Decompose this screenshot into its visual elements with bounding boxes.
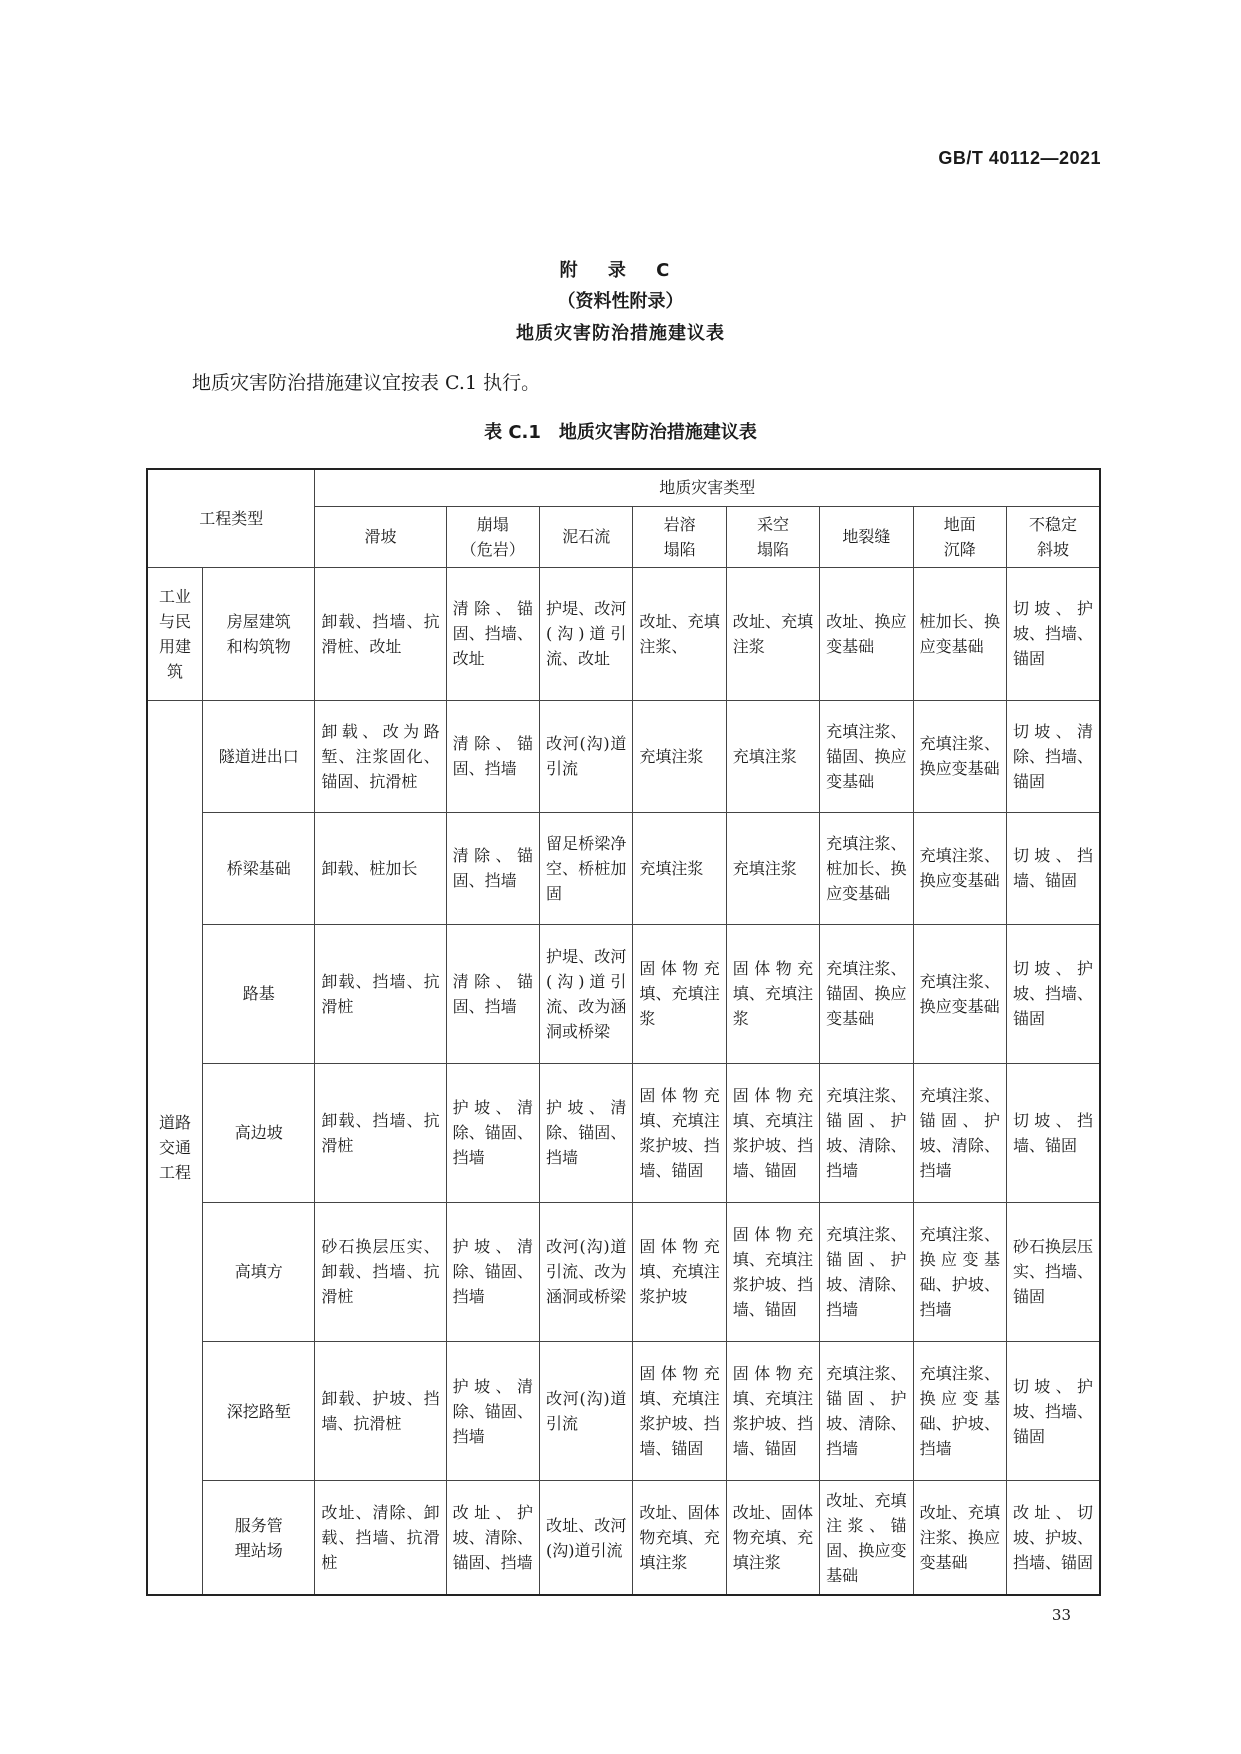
measure-cell <box>820 568 913 700</box>
page-number: 33 <box>1051 1606 1071 1624</box>
measure-cell-text: 卸载、改为路堑、注浆固化、锚固、抗滑桩 <box>321 721 440 791</box>
standard-code: GB/T 40112—2021 <box>938 148 1101 168</box>
measure-cell <box>913 700 1006 812</box>
measure-cell <box>315 924 446 1063</box>
appendix-name: 地质灾害防治措施建议表 <box>516 323 725 344</box>
measure-cell-text: 卸载、挡墙、抗滑桩 <box>321 971 440 1016</box>
engineering-type-cell-text: 深挖路堑 <box>226 1401 291 1421</box>
hazard-column-header <box>820 506 913 568</box>
measure-cell-text: 固体物充填、充填注浆 <box>732 959 814 1029</box>
measure-cell-text: 桩加长、换应变基础 <box>919 611 1000 656</box>
measure-cell-text: 卸载、护坡、挡墙、抗滑桩 <box>321 1389 440 1433</box>
measure-cell <box>1006 924 1100 1063</box>
measure-cell-text: 改址、充填注浆、 <box>639 611 720 656</box>
measures-table <box>146 468 1101 1596</box>
measure-cell-text: 改址、充填注浆、换应变基础 <box>919 1503 1000 1573</box>
measure-cell <box>633 1481 726 1595</box>
measure-cell-text: 切坡、清除、挡墙、锚固 <box>1012 721 1093 791</box>
measure-cell-text: 护坡、清除、锚固、挡墙 <box>452 1376 533 1446</box>
engineering-type-cell <box>203 924 315 1063</box>
measure-cell-text: 清除、锚固、挡墙 <box>452 846 533 891</box>
engineering-group-cell <box>147 568 203 700</box>
engineering-type-cell <box>203 700 315 812</box>
engineering-type-cell-text: 高填方 <box>234 1262 283 1282</box>
hazard-column-header <box>540 506 633 568</box>
measure-cell <box>726 700 819 812</box>
measure-cell <box>540 1202 633 1341</box>
measure-cell <box>820 924 913 1063</box>
measure-cell-text: 固体物充填、充填注浆护坡、挡墙、锚固 <box>732 1364 814 1458</box>
measure-cell <box>540 1481 633 1595</box>
measure-cell <box>446 568 539 700</box>
measure-cell <box>1006 700 1100 812</box>
measure-cell-text: 切坡、护坡、挡墙、锚固 <box>1012 959 1093 1029</box>
measure-cell-text: 充填注浆 <box>639 746 704 766</box>
measure-cell <box>1006 1202 1100 1341</box>
measure-cell <box>315 700 446 812</box>
measure-cell <box>726 924 819 1063</box>
engineering-type-cell-text: 路基 <box>242 984 275 1004</box>
measure-cell <box>446 812 539 924</box>
measure-cell-text: 充填注浆、换应变基础 <box>919 846 1000 891</box>
measure-cell <box>540 1341 633 1480</box>
hazard-column-header <box>1006 506 1100 568</box>
measure-cell-text: 充填注浆、锚固、换应变基础 <box>826 721 907 791</box>
measure-cell <box>820 700 913 812</box>
measure-cell-text: 充填注浆、换应变基础 <box>919 734 1000 779</box>
measure-cell-text: 护坡、清除、锚固、挡墙 <box>452 1237 533 1307</box>
measure-cell-text: 切坡、护坡、挡墙、锚固 <box>1012 1376 1093 1446</box>
measure-cell-text: 充填注浆 <box>732 746 797 766</box>
hazard-column-header <box>913 506 1006 568</box>
measure-cell-text: 清除、锚固、挡墙、改址 <box>452 599 533 669</box>
measure-cell-text: 改河(沟)道引流 <box>546 1389 627 1433</box>
measure-cell <box>315 1063 446 1202</box>
measure-cell <box>726 1063 819 1202</box>
measure-cell <box>820 1202 913 1341</box>
measure-cell-text: 卸载、挡墙、抗滑桩 <box>321 1110 440 1155</box>
corner-header <box>147 469 315 568</box>
measure-cell <box>446 700 539 812</box>
measure-cell-text: 充填注浆 <box>639 858 704 878</box>
engineering-type-cell <box>203 568 315 700</box>
measure-cell <box>315 568 446 700</box>
measure-cell-text: 改址、充填注浆 <box>732 611 814 656</box>
measure-cell-text: 改址、充填注浆、锚固、换应变基础 <box>826 1490 907 1585</box>
measure-cell-text: 砂石换层压实、挡墙、锚固 <box>1012 1237 1093 1307</box>
table-row <box>147 1063 1100 1202</box>
measure-cell <box>540 1063 633 1202</box>
measure-cell-text: 充填注浆、锚固、护坡、清除、挡墙 <box>919 1085 1000 1180</box>
measure-cell <box>446 1341 539 1480</box>
measure-cell <box>820 1481 913 1595</box>
measure-cell-text: 护堤、改河(沟)道引流、改址 <box>546 599 627 669</box>
header-row-group <box>147 469 1100 506</box>
measure-cell-text: 切坡、挡墙、锚固 <box>1012 1110 1093 1155</box>
hazard-group-header <box>315 469 1100 506</box>
measure-cell-text: 砂石换层压实、卸载、挡墙、抗滑桩 <box>321 1237 440 1307</box>
appendix-title: 附 录 C <box>559 260 682 281</box>
measure-cell-text: 充填注浆、锚固、护坡、清除、挡墙 <box>826 1224 907 1319</box>
measure-cell <box>540 700 633 812</box>
measure-cell-text: 改址、护坡、清除、锚固、挡墙 <box>452 1503 533 1573</box>
intro-paragraph: 地质灾害防治措施建议宜按表 C.1 执行。 <box>192 372 541 394</box>
engineering-type-cell <box>203 1202 315 1341</box>
measure-cell <box>315 1481 446 1595</box>
measure-cell-text: 固体物充填、充填注浆护坡 <box>639 1237 720 1307</box>
measure-cell-text: 改址、固体物充填、充填注浆 <box>639 1503 720 1573</box>
measure-cell-text: 改址、换应变基础 <box>826 611 907 656</box>
measure-cell-text: 充填注浆 <box>732 858 797 878</box>
corner-header-text: 工程类型 <box>199 509 264 529</box>
measure-cell-text: 充填注浆、换应变基础 <box>919 971 1000 1016</box>
engineering-type-cell-text: 房屋建筑 和构筑物 <box>226 611 291 656</box>
measure-cell <box>913 1063 1006 1202</box>
measure-cell <box>913 812 1006 924</box>
measure-cell-text: 切坡、挡墙、锚固 <box>1012 846 1093 891</box>
measure-cell-text: 卸载、桩加长 <box>321 858 418 878</box>
measure-cell-text: 卸载、挡墙、抗滑桩、改址 <box>321 611 440 656</box>
measure-cell-text: 改河(沟)道引流 <box>546 734 627 779</box>
measure-cell-text: 充填注浆、锚固、护坡、清除、挡墙 <box>826 1085 907 1180</box>
measure-cell-text: 清除、锚固、挡墙 <box>452 734 533 779</box>
measure-cell <box>913 1341 1006 1480</box>
measure-cell <box>1006 568 1100 700</box>
measure-cell <box>913 1202 1006 1341</box>
measure-cell <box>913 924 1006 1063</box>
measure-cell <box>913 1481 1006 1595</box>
measure-cell <box>1006 1063 1100 1202</box>
measure-cell-text: 固体物充填、充填注浆护坡、挡墙、锚固 <box>732 1224 814 1319</box>
hazard-column-header-text: 滑坡 <box>364 527 397 547</box>
measure-cell-text: 改河(沟)道引流、改为涵洞或桥梁 <box>546 1237 627 1307</box>
measure-cell <box>820 812 913 924</box>
measure-cell <box>633 568 726 700</box>
measure-cell-text: 充填注浆、换应变基础、护坡、挡墙 <box>919 1224 1000 1319</box>
hazard-column-header <box>446 506 539 568</box>
measure-cell-text: 改址、清除、卸载、挡墙、抗滑桩 <box>321 1503 440 1573</box>
measure-cell <box>1006 1341 1100 1480</box>
measure-cell-text: 护坡、清除、锚固、挡墙 <box>452 1098 533 1168</box>
engineering-type-cell <box>203 812 315 924</box>
table-row <box>147 700 1100 812</box>
engineering-type-cell-text: 服务管 理站场 <box>234 1515 283 1560</box>
hazard-group-header-text: 地质灾害类型 <box>659 478 756 498</box>
measure-cell <box>633 1063 726 1202</box>
hazard-column-header-text: 岩溶 塌陷 <box>663 514 696 559</box>
engineering-group-cell <box>147 700 203 1595</box>
measure-cell-text: 留足桥梁净空、桥桩加固 <box>546 833 627 903</box>
measure-cell-text: 改址、固体物充填、充填注浆 <box>732 1503 814 1573</box>
hazard-column-header-text: 崩塌 （危岩） <box>460 514 525 559</box>
measure-cell <box>1006 1481 1100 1595</box>
measure-cell <box>633 924 726 1063</box>
appendix-subtitle: （资料性附录） <box>557 291 684 312</box>
hazard-column-header <box>315 506 446 568</box>
hazard-column-header-text: 不稳定 斜坡 <box>1028 514 1077 559</box>
hazard-column-header-text: 地面 沉降 <box>943 514 976 559</box>
measure-cell <box>633 812 726 924</box>
engineering-type-cell <box>203 1341 315 1480</box>
engineering-group-cell-text: 工业 与民 用建 筑 <box>159 586 192 681</box>
engineering-type-cell-text: 高边坡 <box>234 1123 283 1143</box>
measure-cell <box>820 1341 913 1480</box>
measure-cell-text: 固体物充填、充填注浆 <box>639 959 720 1029</box>
engineering-type-cell-text: 隧道进出口 <box>218 746 299 766</box>
measure-cell-text: 充填注浆、锚固、护坡、清除、挡墙 <box>826 1364 907 1458</box>
measure-cell-text: 改址、改河(沟)道引流 <box>546 1515 627 1560</box>
hazard-column-header-text: 采空 塌陷 <box>756 514 789 559</box>
measure-cell-text: 改址、切坡、护坡、挡墙、锚固 <box>1012 1503 1093 1573</box>
engineering-type-cell <box>203 1063 315 1202</box>
measure-cell <box>633 1202 726 1341</box>
measure-cell <box>1006 812 1100 924</box>
measure-cell <box>726 1341 819 1480</box>
measure-cell <box>726 1202 819 1341</box>
table-row <box>147 924 1100 1063</box>
hazard-column-header <box>726 506 819 568</box>
measure-cell <box>633 1341 726 1480</box>
measure-cell <box>446 1481 539 1595</box>
measure-cell <box>540 812 633 924</box>
table-row <box>147 1341 1100 1480</box>
measure-cell <box>820 1063 913 1202</box>
measure-cell-text: 护坡、清除、锚固、挡墙 <box>546 1098 627 1168</box>
measure-cell-text: 固体物充填、充填注浆护坡、挡墙、锚固 <box>639 1364 720 1458</box>
engineering-type-cell <box>203 1481 315 1595</box>
table-row <box>147 568 1100 700</box>
measure-cell-text: 护堤、改河(沟)道引流、改为涵洞或桥梁 <box>546 946 627 1041</box>
measure-cell <box>726 1481 819 1595</box>
measure-cell <box>446 1063 539 1202</box>
measure-cell <box>446 924 539 1063</box>
measure-cell-text: 固体物充填、充填注浆护坡、挡墙、锚固 <box>732 1085 814 1180</box>
hazard-column-header <box>633 506 726 568</box>
table-row <box>147 812 1100 924</box>
measure-cell <box>446 1202 539 1341</box>
measure-cell-text: 清除、锚固、挡墙 <box>452 971 533 1016</box>
measure-cell <box>315 812 446 924</box>
measure-cell-text: 固体物充填、充填注浆护坡、挡墙、锚固 <box>639 1085 720 1180</box>
engineering-group-cell-text: 道路 交通 工程 <box>159 1112 192 1182</box>
hazard-column-header-text: 地裂缝 <box>842 527 891 547</box>
measure-cell <box>633 700 726 812</box>
measure-cell <box>913 568 1006 700</box>
measure-cell-text: 充填注浆、换应变基础、护坡、挡墙 <box>919 1364 1000 1458</box>
measure-cell-text: 充填注浆、桩加长、换应变基础 <box>826 833 907 903</box>
measure-cell-text: 充填注浆、锚固、换应变基础 <box>826 959 907 1029</box>
measure-cell <box>315 1202 446 1341</box>
table-caption: 表 C.1 地质灾害防治措施建议表 <box>484 422 757 443</box>
hazard-column-header-text: 泥石流 <box>562 527 611 547</box>
engineering-type-cell-text: 桥梁基础 <box>226 858 291 878</box>
measure-cell <box>726 568 819 700</box>
table-row <box>147 1202 1100 1341</box>
measure-cell <box>726 812 819 924</box>
measure-cell <box>540 924 633 1063</box>
measure-cell <box>540 568 633 700</box>
table-row <box>147 1481 1100 1595</box>
measure-cell <box>315 1341 446 1480</box>
measure-cell-text: 切坡、护坡、挡墙、锚固 <box>1012 599 1093 669</box>
